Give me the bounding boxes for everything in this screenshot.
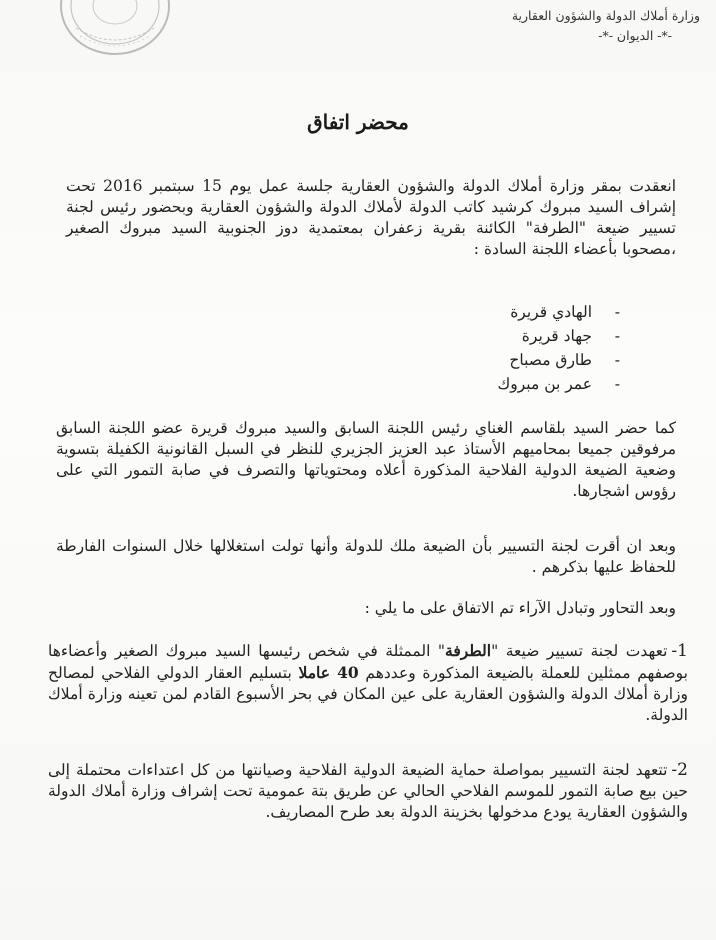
member-item: - عمر بن مبروك — [420, 372, 620, 396]
agreement-item-1 — [48, 640, 688, 726]
item-text: تتعهد لجنة التسيير بمواصلة حماية الضيعة الدولية الفلاحية وصيانتها من كل اعتداءات محتملة إلى حين بيع صابة التمور للموسم الفلاحي الحالي عن طريق بتة عمومية تحت إشراف وزارة أملاك الدولة والشؤون العقارية يودع مدخولها بخزينة الدولة بعد طرح المصاريف. — [48, 761, 688, 821]
document-title: محضر اتفاق — [307, 110, 409, 134]
letterhead — [440, 6, 700, 46]
committee-members-list — [420, 300, 620, 396]
agreement-item-2 — [48, 760, 688, 823]
office-name: -*- الديوان -*- — [598, 28, 672, 43]
workers-count: 40 عاملا — [298, 663, 359, 682]
intro-paragraph: انعقدت بمقر وزارة أملاك الدولة والشؤون العقارية جلسة عمل يوم 15 سبتمبر 2016 تحت إشراف السيد مبروك كرشيد كاتب الدولة لأملاك الدولة والشؤون العقارية وبحضور رئيس لجنة تسيير ضيعة "الطرفة" الكائنة بقرية زعفران بمعتمدية دوز الجنوبية السيد مبروك الصغير ،مصحوبا بأعضاء اللجنة السادة : — [66, 177, 676, 258]
item-number: 2- — [671, 760, 688, 780]
item-number: 1- — [671, 641, 688, 661]
item-text-part: تعهدت لجنة تسيير ضيعة " — [491, 642, 668, 660]
acknowledgement-paragraph: وبعد ان أقرت لجنة التسيير بأن الضيعة ملك للدولة وأنها تولت استغلالها خلال السنوات الفارطة للحفاظ عليها بذكرهم . — [56, 537, 676, 576]
item-text-part: بتسليم العقار الدولي الفلاحي لمصالح وزارة أملاك الدولة والشؤون العقارية على عين المكان في بحر الأسبوع القادم لمن تعينه وزارة أملاك الدولة. — [48, 664, 688, 724]
item-text-part: " الممثلة في شخص رئيسها السيد مبروك الصغير وأعضاءها بوصفهم ممثلين للعملة بالضيعة المذكورة وعددهم — [48, 642, 688, 682]
member-item: - الهادي قريرة — [420, 300, 620, 324]
member-item: - طارق مصباح — [420, 348, 620, 372]
ministry-name: وزارة أملاك الدولة والشؤون العقارية — [511, 8, 700, 23]
official-seal-icon — [56, 0, 174, 58]
attendance-paragraph: كما حضر السيد بلقاسم الغناي رئيس اللجنة السابق والسيد مبروك قريرة عضو اللجنة السابق مرفوقين جميعا بمحاميهم الأستاذ عبد العزيز الجزيري للنظر في السبل القانونية الكفيلة بتسوية وضعية الضيعة الدولية الفلاحية المذكورة أعلاه ومحتوياتها والتصرف في صابة التمور التي على رؤوس اشجارها. — [56, 419, 676, 500]
member-item: - جهاد قريرة — [420, 324, 620, 348]
farm-name: الطرفة — [445, 641, 492, 660]
agreement-intro: وبعد التحاور وتبادل الآراء تم الاتفاق على ما يلي : — [364, 599, 676, 617]
